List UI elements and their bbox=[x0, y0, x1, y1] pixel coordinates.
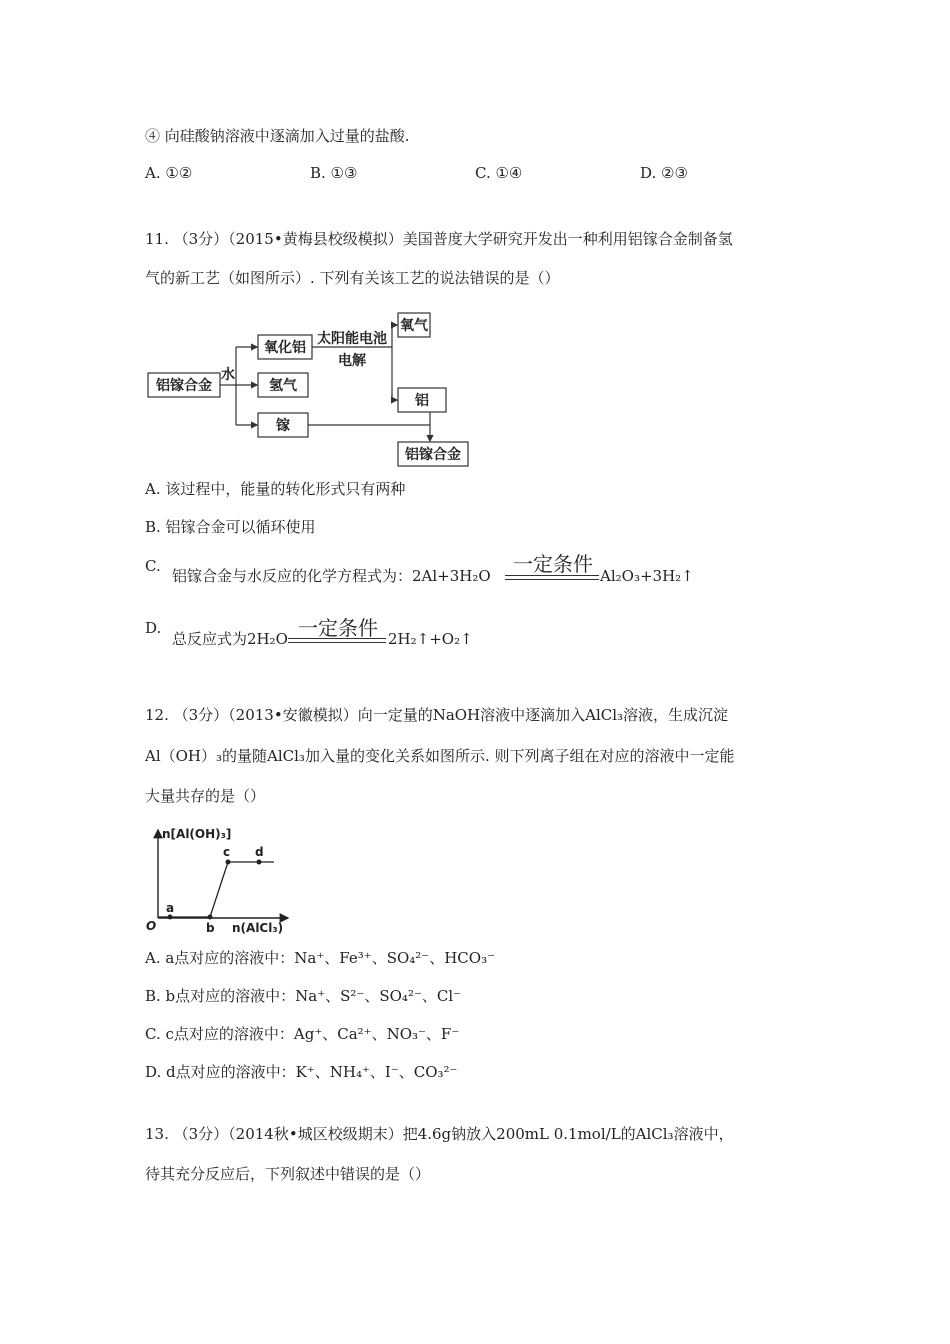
q12-stem-line3: 大量共存的是（） bbox=[145, 787, 266, 805]
q11-option-d-equals-sign bbox=[288, 638, 386, 643]
q11-option-a: A. 该过程中，能量的转化形式只有两种 bbox=[145, 480, 406, 498]
point-d bbox=[257, 860, 262, 865]
q11-option-d-condition: 一定条件 bbox=[298, 616, 378, 640]
q12-option-b: B. b点对应的溶液中：Na⁺、S²⁻、SO₄²⁻、Cl⁻ bbox=[145, 987, 462, 1005]
q11-stem-line1: 11. （3分）（2015•黄梅县校级模拟）美国普度大学研究开发出一种利用铝镓合金制备氢 bbox=[145, 230, 733, 248]
q11-option-d-products: 2H₂↑+O₂↑ bbox=[388, 630, 473, 648]
water-label: 水 bbox=[221, 367, 235, 383]
q10-option-a: A. ①② bbox=[145, 164, 193, 182]
q10-option-d: D. ②③ bbox=[640, 164, 688, 182]
q11-option-d-reactants: 总反应式为2H₂O bbox=[172, 630, 288, 648]
q10-item-4: ④ 向硅酸钠溶液中逐滴加入过量的盐酸. bbox=[145, 127, 410, 145]
q11-stem-line2: 气的新工艺（如图所示）. 下列有关该工艺的说法错误的是（） bbox=[145, 269, 560, 287]
point-b bbox=[208, 915, 213, 920]
node-alumina-label: 氧化铝 bbox=[264, 340, 306, 356]
point-b-label: b bbox=[206, 921, 215, 935]
q12-stem-line1: 12. （3分）（2013•安徽模拟）向一定量的NaOH溶液中逐滴加入AlCl₃溶液，生成沉淀 bbox=[145, 706, 729, 724]
point-a-label: a bbox=[166, 901, 175, 915]
q11-option-b: B. 铝镓合金可以循环使用 bbox=[145, 518, 316, 536]
q13-stem-line1: 13. （3分）（2014秋•城区校级期末）把4.6g钠放入200mL 0.1mol/L的AlCl₃溶液中， bbox=[145, 1125, 734, 1143]
q10-option-c: C. ①④ bbox=[475, 164, 523, 182]
process-label-line2: 电解 bbox=[338, 353, 366, 369]
q11-option-c-label: C. bbox=[145, 557, 161, 575]
q12-option-d: D. d点对应的溶液中：K⁺、NH₄⁺、I⁻、CO₃²⁻ bbox=[145, 1063, 458, 1081]
q12-option-c: C. c点对应的溶液中：Ag⁺、Ca²⁺、NO₃⁻、F⁻ bbox=[145, 1025, 460, 1043]
node-hydrogen-label: 氢气 bbox=[269, 378, 297, 394]
q12-option-a: A. a点对应的溶液中：Na⁺、Fe³⁺、SO₄²⁻、HCO₃⁻ bbox=[145, 949, 495, 967]
q10-option-b: B. ①③ bbox=[310, 164, 358, 182]
node-gallium-label: 镓 bbox=[276, 418, 290, 434]
process-flow-diagram bbox=[140, 305, 480, 470]
origin-label: O bbox=[146, 919, 157, 933]
point-c bbox=[226, 860, 231, 865]
point-c-label: c bbox=[223, 845, 231, 859]
q11-option-c-equals-sign bbox=[505, 575, 599, 580]
node-start-label: 铝镓合金 bbox=[156, 378, 212, 394]
precipitate-graph bbox=[140, 822, 300, 940]
q11-option-d-label: D. bbox=[145, 619, 162, 637]
q11-option-c-condition: 一定条件 bbox=[513, 552, 593, 576]
q13-stem-line2: 待其充分反应后，下列叙述中错误的是（） bbox=[145, 1165, 431, 1183]
node-aluminum-label: 铝 bbox=[415, 393, 429, 409]
q11-option-c-reactants: 铝镓合金与水反应的化学方程式为：2Al+3H₂O bbox=[172, 567, 491, 585]
curve bbox=[158, 862, 274, 917]
node-oxygen-label: 氧气 bbox=[400, 318, 428, 334]
q12-stem-line2: Al（OH）₃的量随AlCl₃加入量的变化关系如图所示. 则下列离子组在对应的溶液中一定能 bbox=[145, 747, 735, 765]
point-a bbox=[168, 915, 173, 920]
y-axis-label: n[Al(OH)₃] bbox=[162, 827, 232, 841]
point-d-label: d bbox=[255, 845, 264, 859]
x-axis-label: n(AlCl₃) bbox=[232, 921, 284, 935]
process-label-line1: 太阳能电池 bbox=[317, 331, 387, 347]
q11-option-c-products: Al₂O₃+3H₂↑ bbox=[600, 567, 694, 585]
node-end-label: 铝镓合金 bbox=[405, 447, 461, 463]
